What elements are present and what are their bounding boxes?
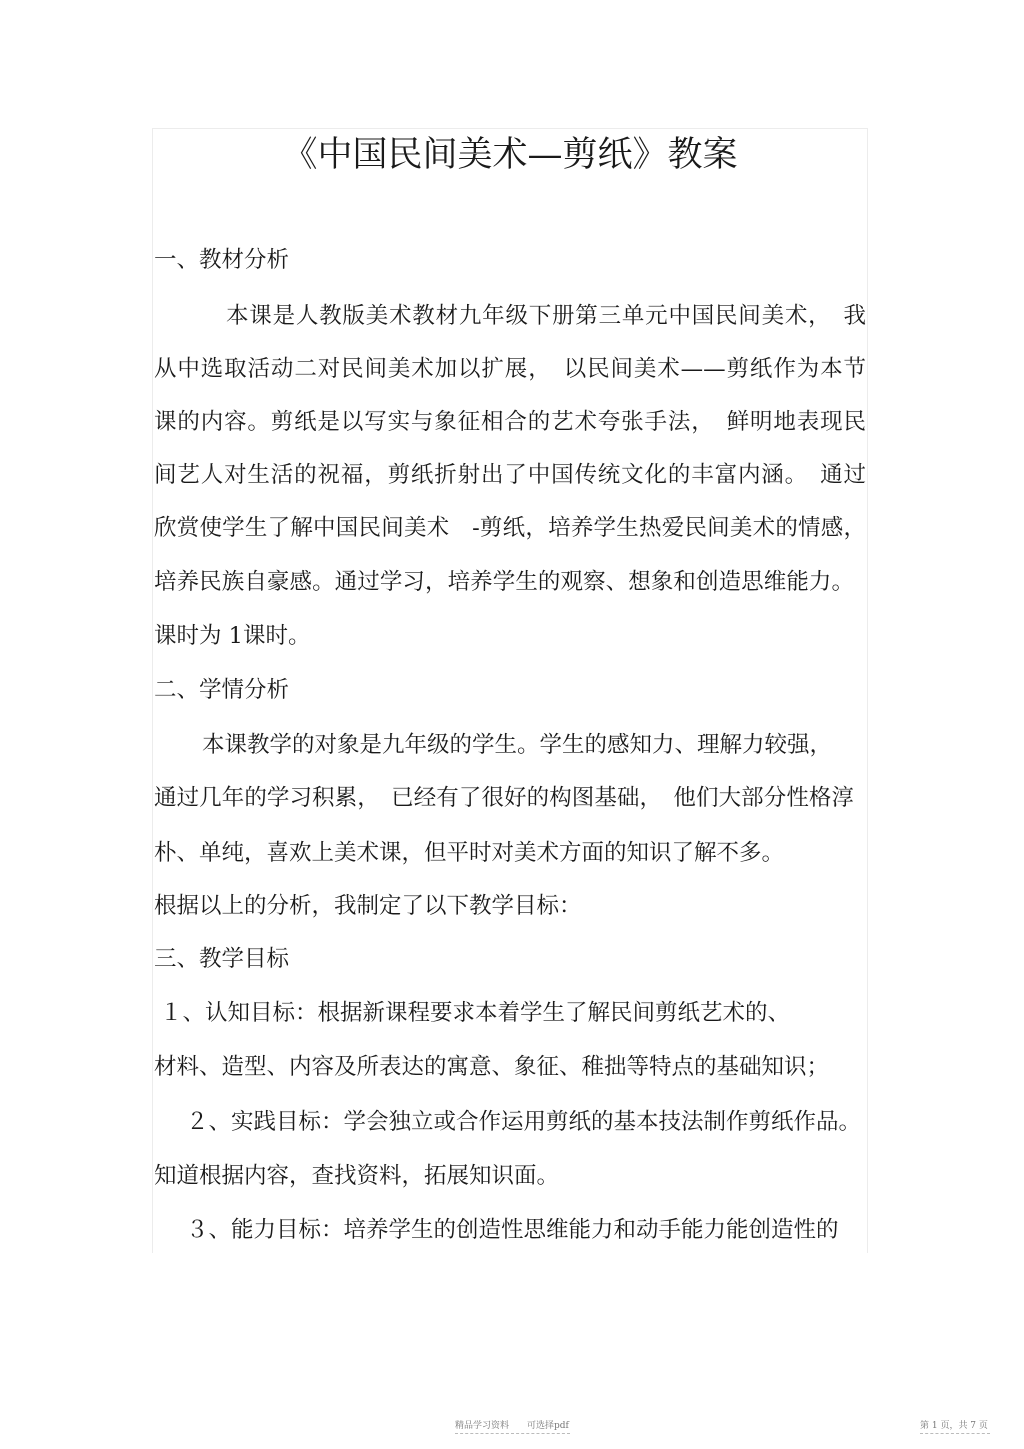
paragraph-line: 通过几年的学习积累， 已经有了很好的构图基础， 他们大部分性格淳 xyxy=(154,785,854,811)
section-heading-1: 一、教材分析 xyxy=(154,247,290,273)
footer-watermark: 精品学习资料 可选择pdf xyxy=(455,1421,569,1431)
paragraph-line: 课的内容。剪纸是以写实与象征相合的艺术夸张手法， 鲜明地表现民 xyxy=(154,409,866,435)
section-heading-2: 二、学情分析 xyxy=(154,677,290,703)
paragraph-line: 根据以上的分析，我制定了以下教学目标： xyxy=(154,893,582,919)
list-item: ２、实践目标：学会独立或合作运用剪纸的基本技法制作剪纸作品。 xyxy=(186,1109,862,1135)
paragraph-line: 材料、造型、内容及所表达的寓意、象征、稚拙等特点的基础知识； xyxy=(154,1054,830,1080)
footer-divider xyxy=(920,1433,990,1434)
paragraph-line: 本课教学的对象是九年级的学生。学生的感知力、理解力较强， xyxy=(202,732,833,758)
paragraph-line: 朴、单纯，喜欢上美术课，但平时对美术方面的知识了解不多。 xyxy=(154,840,785,866)
footer-divider xyxy=(455,1433,570,1434)
list-item: １、认知目标：根据新课程要求本着学生了解民间剪纸艺术的、 xyxy=(160,1000,791,1026)
paragraph-line: 课时为 1课时。 xyxy=(154,623,311,649)
list-item: ３、能力目标：培养学生的创造性思维能力和动手能力能创造性的 xyxy=(186,1217,839,1243)
paragraph-line: 间艺人对生活的祝福，剪纸折射出了中国传统文化的丰富内涵。 通过 xyxy=(154,462,866,488)
paragraph-line: 本课是人教版美术教材九年级下册第三单元中国民间美术， 我 xyxy=(226,303,866,329)
page-number: 第 1 页，共 7 页 xyxy=(920,1421,988,1431)
paragraph-line: 欣赏使学生了解中国民间美术 -剪纸，培养学生热爱民间美术的情感， xyxy=(154,515,866,541)
paragraph-line: 从中选取活动二对民间美术加以扩展， 以民间美术——剪纸作为本节 xyxy=(154,356,866,382)
document-title: 《中国民间美术—剪纸》教案 xyxy=(282,135,738,175)
paragraph-line: 培养民族自豪感。通过学习，培养学生的观察、想象和创造思维能力。 xyxy=(154,569,854,595)
section-heading-3: 三、教学目标 xyxy=(154,946,290,972)
paragraph-line: 知道根据内容，查找资料，拓展知识面。 xyxy=(154,1163,560,1189)
